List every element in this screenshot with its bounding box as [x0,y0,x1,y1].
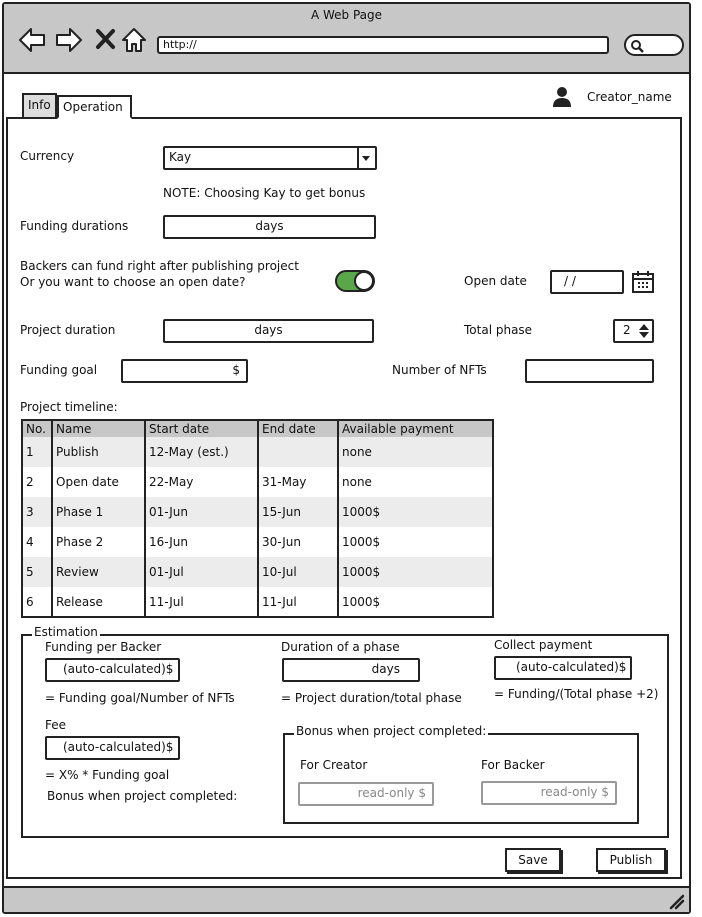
project-duration-input[interactable] [163,319,374,343]
browser-titlebar [4,4,689,74]
for-backer-label: For Backer [481,758,545,772]
table-row [22,437,493,467]
table-row [22,497,493,527]
close-x-icon[interactable] [93,26,121,54]
stepper-arrows-icon[interactable] [637,322,651,340]
table-cell: none [338,467,493,497]
chevron-down-icon [359,148,373,168]
resize-grip-icon[interactable] [667,892,685,910]
number-nfts-input[interactable] [525,359,654,383]
open-date-value: / / [564,274,576,288]
fee-value: (auto-calculated)$ [63,740,174,754]
open-date-label: Open date [464,274,527,288]
currency-label: Currency [20,149,75,163]
table-cell: 1000$ [338,587,493,617]
browser-window [2,2,691,914]
table-cell: 01-Jul [145,557,258,587]
table-cell: 31-May [258,467,338,497]
timeline-label: Project timeline: [20,400,118,414]
creator-name: Creator_name [587,90,672,104]
table-cell: Publish [52,437,145,467]
table-cell: 5 [22,557,52,587]
currency-dropdown-button[interactable] [357,148,375,168]
table-cell: 11-Jul [145,587,258,617]
timeline-table [21,419,494,618]
search-icon [630,39,644,53]
total-phase-value: 2 [623,323,631,337]
number-nfts-label: Number of NFTs [392,363,487,377]
table-cell: 2 [26,475,34,489]
calendar-icon[interactable] [631,270,655,294]
project-duration-label: Project duration [20,323,116,337]
open-date-input[interactable] [550,270,624,294]
timeline-header-row [22,420,493,437]
funding-durations-input[interactable] [163,215,376,239]
back-arrow-icon[interactable] [18,26,46,54]
forward-arrow-icon[interactable] [55,26,83,54]
table-cell: 1 [22,437,52,467]
window-title: A Web Page [310,8,383,22]
tab-info[interactable]: Info [22,93,57,117]
publish-button[interactable]: Publish [596,848,666,872]
home-icon[interactable] [120,26,148,54]
backers-text-line2: Or you want to choose an open date? [20,275,246,289]
table-row [22,527,493,557]
total-phase-stepper[interactable] [613,319,654,343]
col-name: Name [52,420,145,437]
toggle-knob [354,271,374,291]
duration-phase-label: Duration of a phase [281,640,400,654]
funding-goal-label: Funding goal [20,363,98,377]
col-no: No. [22,420,52,437]
table-cell [258,437,338,467]
table-cell: none [338,437,493,467]
for-creator-input [298,782,434,806]
fee-formula: = X% * Funding goal [45,768,170,782]
for-backer-input [481,781,617,805]
for-backer-value: read-only $ [540,785,609,799]
collect-payment-value: (auto-calculated)$ [516,660,627,674]
table-cell: 1000$ [338,527,493,557]
table-cell: 6 [26,594,34,609]
browser-statusbar [4,886,689,912]
table-cell: 4 [26,535,34,549]
for-creator-value: read-only $ [357,786,426,800]
save-button[interactable]: Save [505,848,561,872]
bonus-group-legend: Bonus when project completed: [296,724,487,738]
table-cell: 01-Jun [145,497,258,527]
table-cell: 3 [22,497,52,527]
browser-search-input[interactable] [624,34,684,56]
collect-payment-formula: = Funding/(Total phase +2) [494,687,659,701]
funding-durations-label: Funding durations [20,219,129,233]
bonus-label: Bonus when project completed: [47,789,238,803]
table-cell: 1000$ [338,557,493,587]
currency-select[interactable] [163,146,377,170]
collect-payment-input [494,656,632,680]
funding-per-backer-input [45,658,180,682]
table-cell: 12-May (est.) [145,437,258,467]
funding-goal-input[interactable] [121,359,248,383]
table-row [22,557,493,587]
table-cell: Release [52,587,145,617]
table-cell: 15-Jun [258,497,338,527]
collect-payment-label: Collect payment [494,638,593,652]
table-cell: 16-Jun [145,527,258,557]
funding-per-backer-label: Funding per Backer [45,640,162,654]
url-input[interactable]: http:// [157,36,609,54]
funding-per-backer-formula: = Funding goal/Number of NFTs [45,691,235,705]
estimation-legend: Estimation [34,625,98,639]
duration-phase-input [282,658,420,682]
col-end-date: End date [258,420,338,437]
table-cell: Phase 2 [52,527,145,557]
fee-label: Fee [45,718,67,732]
funding-goal-unit: $ [232,363,240,377]
col-available-payment: Available payment [338,420,493,437]
table-cell: 30-Jun [258,527,338,557]
fee-input [45,736,180,760]
table-row [22,467,493,497]
backers-text-line1: Backers can fund right after publishing project [20,259,299,273]
duration-phase-unit: days [371,662,400,676]
col-start-date: Start date [145,420,258,437]
table-cell: 11-Jul [258,587,338,617]
user-avatar-icon [551,86,573,108]
funding-per-backer-value: (auto-calculated)$ [63,662,174,676]
table-cell: 22-May [145,467,258,497]
table-cell: 1000$ [338,497,493,527]
table-cell: Review [52,557,145,587]
funding-durations-unit: days [255,219,284,233]
table-row [22,587,493,617]
currency-note: NOTE: Choosing Kay to get bonus [163,186,366,200]
project-duration-unit: days [254,323,283,337]
for-creator-label: For Creator [300,758,368,772]
total-phase-label: Total phase [464,323,533,337]
table-cell: Open date [52,467,145,497]
tab-operation[interactable]: Operation [57,95,132,119]
table-cell: Phase 1 [52,497,145,527]
open-date-toggle[interactable] [335,270,375,292]
bonus-group [283,733,639,824]
table-cell: 10-Jul [258,557,338,587]
duration-phase-formula: = Project duration/total phase [281,691,462,705]
currency-selected-value: Kay [169,150,192,164]
